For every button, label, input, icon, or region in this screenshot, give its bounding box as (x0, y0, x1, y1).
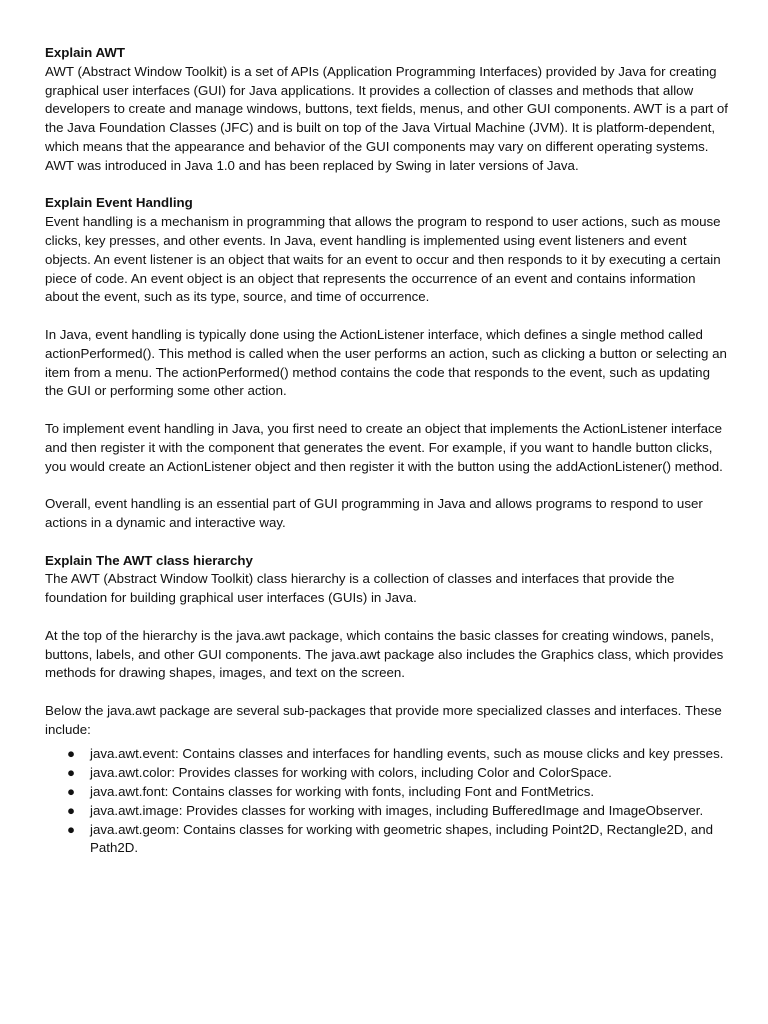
section-heading: Explain The AWT class hierarchy (45, 552, 253, 568)
list-item-text: java.awt.color: Provides classes for working with colors, including Color and ColorSpace. (90, 765, 612, 781)
list-item-text: java.awt.geom: Contains classes for working with geometric shapes, including Point2D, Rectangle2D, and Path2D. (90, 821, 714, 856)
package-list (45, 745, 730, 858)
paragraph: AWT (Abstract Window Toolkit) is a set of APIs (Application Programming Interfaces) provided by Java for creating graphical user interfaces (GUI) for Java applications. It provides a collection of classes and methods that allow developers to create and manage windows, buttons, text fields, menus, and other GUI components. AWT is a part of the Java Foundation Classes (JFC) and is built on top of the Java Virtual Machine (JVM). It is platform-dependent, which means that the appearance and behavior of the GUI components may vary on different operating systems. AWT was introduced in Java 1.0 and has been replaced by Swing in later versions of Java. (45, 63, 728, 173)
bullet-icon: ● (67, 765, 76, 781)
section-awt (45, 44, 730, 176)
paragraph: At the top of the hierarchy is the java.awt package, which contains the basic classes for creating windows, panels, buttons, labels, and other GUI components. The java.awt package also includes the Graphics class, which provides methods for drawing shapes, images, and text on the screen. (45, 627, 724, 681)
list-item (45, 783, 730, 802)
bullet-icon: ● (67, 802, 76, 818)
paragraph: In Java, event handling is typically done using the ActionListener interface, which defines a single method called actionPerformed(). This method is called when the user performs an action, such as clicking a button or selecting an item from a menu. The actionPerformed() method contains the code that responds to the event, such as updating the GUI or performing some other action. (45, 326, 727, 399)
paragraph: The AWT (Abstract Window Toolkit) class hierarchy is a collection of classes and interfaces that provide the foundation for building graphical user interfaces (GUIs) in Java. (45, 571, 675, 606)
list-item (45, 821, 730, 859)
paragraph: Overall, event handling is an essential part of GUI programming in Java and allows programs to respond to user actions in a dynamic and interactive way. (45, 496, 703, 530)
bullet-icon: ● (67, 746, 76, 762)
bullet-icon: ● (67, 821, 76, 837)
section-awt-class-hierarchy (45, 552, 730, 859)
paragraph: Event handling is a mechanism in programming that allows the program to respond to user actions, such as mouse clicks, key presses, and other events. In Java, event handling is implemented using event listeners and event objects. An event listener is an object that waits for an event to occur and then responds to it by executing a certain piece of code. An event object is an object that represents the occurrence of an event and contains information about the event, such as its type, source, and time of occurrence. (45, 214, 721, 305)
bullet-icon: ● (67, 784, 76, 800)
list-item-text: java.awt.font: Contains classes for working with fonts, including Font and FontMetrics. (90, 784, 595, 800)
list-item (45, 745, 730, 764)
paragraph: Below the java.awt package are several sub-packages that provide more specialized classes and interfaces. These include: (45, 702, 722, 737)
section-event-handling (45, 194, 730, 532)
list-item (45, 764, 730, 783)
list-item (45, 802, 730, 821)
list-item-text: java.awt.event: Contains classes and interfaces for handling events, such as mouse clicks and key presses. (90, 746, 724, 762)
section-heading: Explain Event Handling (45, 195, 193, 211)
list-item-text: java.awt.image: Provides classes for working with images, including BufferedImage and ImageObserver. (90, 802, 704, 818)
paragraph: To implement event handling in Java, you first need to create an object that implements the ActionListener interface and then register it with the component that generates the event. For example, if you want to handle button clicks, you would create an ActionListener object and then register it with the button using the addActionListener() method. (45, 420, 723, 474)
document-page (45, 44, 730, 858)
section-heading: Explain AWT (45, 45, 126, 60)
